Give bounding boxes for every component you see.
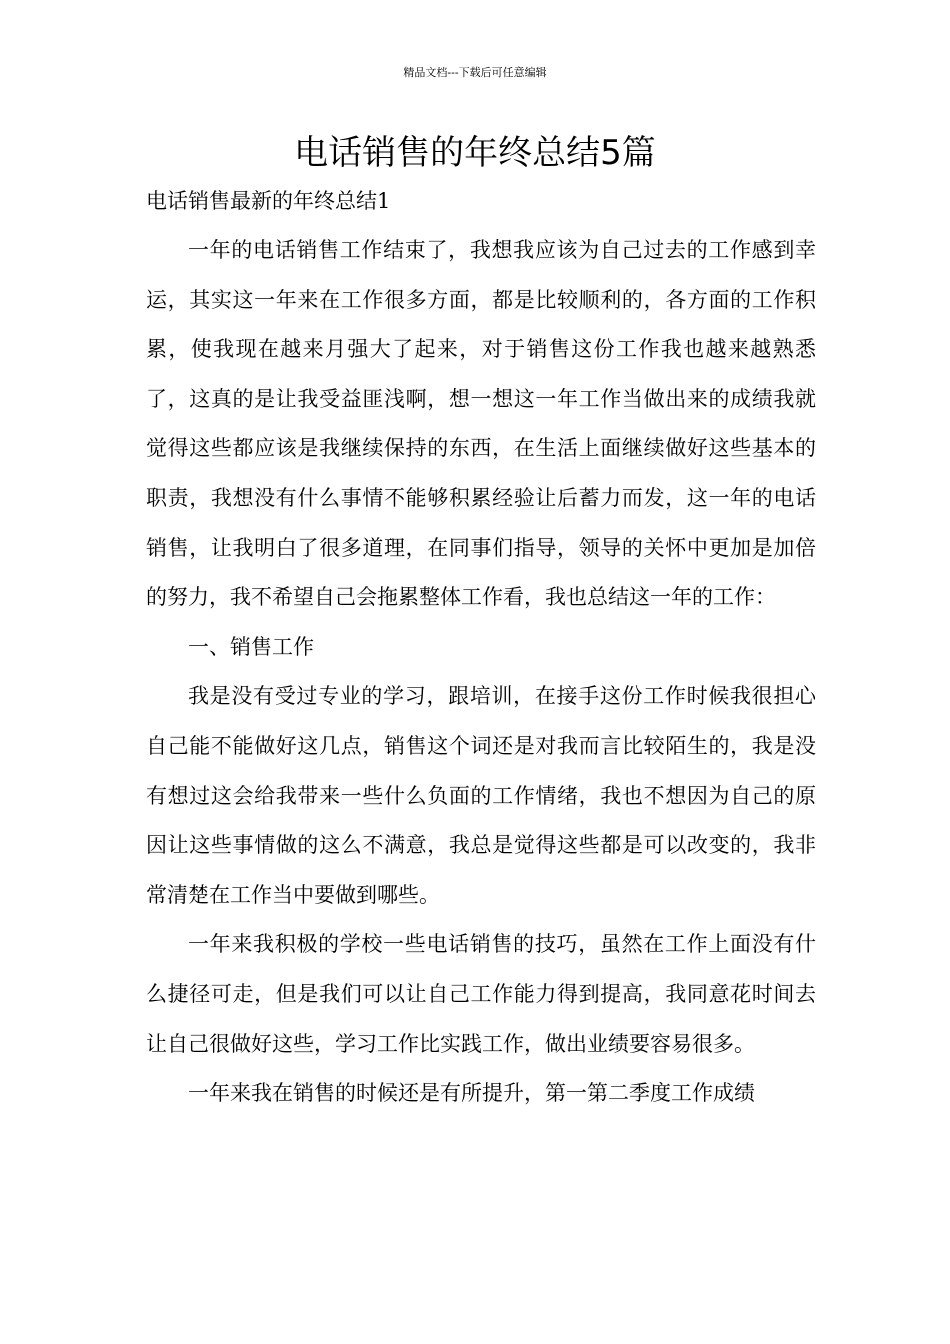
document-title: 电话销售的年终总结5篇 [294,133,656,173]
body-paragraph: 我是没有受过专业的学习，跟培训，在接手这份工作时候我很担心自己能不能做好这几点，销售这个词还是对我而言比较陌生的，我是没有想过这会给我带来一些什么负面的工作情绪，我也不想因为自己的原因让这些事情做的这么不满意，我总是觉得这些都是可以改变的，我非常清楚在工作当中要做到哪些。 [146,684,816,907]
body-paragraph: 一年的电话销售工作结束了，我想我应该为自己过去的工作感到幸运，其实这一年来在工作很多方面，都是比较顺利的，各方面的工作积累，使我现在越来月强大了起来，对于销售这份工作我也越来越熟悉了，这真的是让我受益匪浅啊，想一想这一年工作当做出来的成绩我就觉得这些都应该是我继续保持的东西，在生活上面继续做好这些基本的职责，我想没有什么事情不能够积累经验让后蓄力而发，这一年的电话销售，让我明白了很多道理，在同事们指导，领导的关怀中更加是加倍的努力，我不希望自己会拖累整体工作看，我也总结这一年的工作： [146,238,816,610]
document-subtitle: 电话销售最新的年终总结1 [146,189,391,213]
body-paragraph: 一年来我在销售的时候还是有所提升，第一第二季度工作成绩 [188,1081,755,1106]
body-paragraph: 一年来我积极的学校一些电话销售的技巧，虽然在工作上面没有什么捷径可走，但是我们可以让自己工作能力得到提高，我同意花时间去让自己很做好这些，学习工作比实践工作，做出业绩要容易很多。 [146,932,816,1056]
document-body [146,226,816,1119]
section-heading: 一、销售工作 [188,634,314,659]
header-note: 精品文档---下载后可任意编辑 [403,66,547,79]
